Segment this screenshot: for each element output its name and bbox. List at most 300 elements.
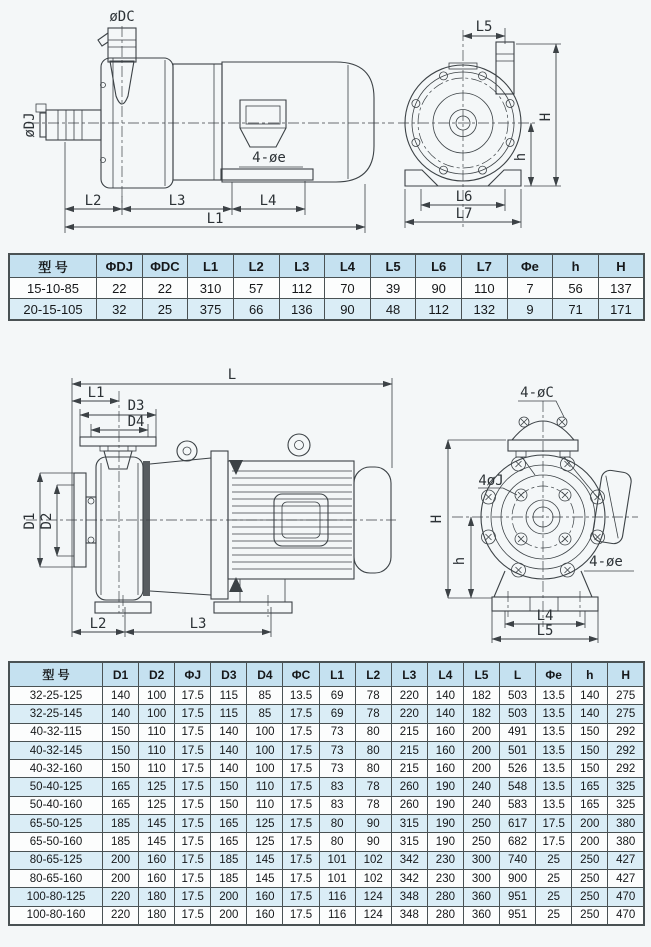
dim-label-l5: L5 — [536, 623, 554, 639]
value-cell: 185 — [103, 815, 139, 833]
column-header: L1 — [319, 662, 355, 687]
model-cell: 80-65-125 — [9, 851, 103, 869]
value-cell: 80 — [355, 760, 391, 778]
lifting-eye-hole — [183, 447, 191, 455]
value-cell: 124 — [355, 906, 391, 925]
value-cell: 70 — [325, 278, 371, 299]
column-header: D3 — [211, 662, 247, 687]
value-cell: 503 — [500, 705, 536, 723]
column-header: L3 — [391, 662, 427, 687]
value-cell: 165 — [103, 796, 139, 814]
foot-hole-label: 4-øe — [252, 150, 286, 166]
value-cell: 260 — [391, 778, 427, 796]
value-cell: 230 — [427, 851, 463, 869]
dim-label-l7: L7 — [455, 206, 473, 222]
value-cell: 900 — [500, 869, 536, 887]
value-cell: 145 — [139, 815, 175, 833]
value-cell: 13.5 — [536, 778, 572, 796]
column-header: H — [608, 662, 644, 687]
value-cell: 140 — [572, 687, 608, 705]
value-cell: 190 — [427, 815, 463, 833]
value-cell: 90 — [416, 278, 462, 299]
value-cell: 80 — [355, 723, 391, 741]
value-cell: 22 — [142, 278, 188, 299]
value-cell: 101 — [319, 851, 355, 869]
lifting-eye — [177, 441, 197, 461]
value-cell: 380 — [608, 815, 644, 833]
value-cell: 22 — [97, 278, 143, 299]
value-cell: 190 — [427, 778, 463, 796]
motor-fins — [232, 471, 352, 569]
value-cell: 71 — [553, 299, 599, 321]
column-header: L5 — [463, 662, 499, 687]
value-cell: 220 — [103, 888, 139, 906]
value-cell: 145 — [247, 869, 283, 887]
value-cell: 215 — [391, 723, 427, 741]
value-cell: 526 — [500, 760, 536, 778]
dim-label-l3: L3 — [189, 616, 207, 632]
value-cell: 102 — [355, 869, 391, 887]
value-cell: 165 — [572, 796, 608, 814]
dim-label-H: H — [538, 112, 554, 122]
side-stub-group — [592, 469, 633, 545]
large-pump-dimension-drawing — [0, 345, 651, 660]
value-cell: 25 — [142, 299, 188, 321]
dim-label-h: h — [452, 556, 468, 566]
value-cell: 250 — [572, 869, 608, 887]
value-cell: 150 — [572, 723, 608, 741]
value-cell: 25 — [536, 851, 572, 869]
value-cell: 17.5 — [175, 778, 211, 796]
value-cell: 160 — [139, 869, 175, 887]
model-cell: 80-65-160 — [9, 869, 103, 887]
value-cell: 7 — [507, 278, 553, 299]
column-header: L2 — [355, 662, 391, 687]
header-row — [9, 254, 644, 278]
dim-label-l2: L2 — [89, 616, 107, 632]
value-cell: 740 — [500, 851, 536, 869]
value-cell: 140 — [211, 741, 247, 759]
pipe-spout — [98, 33, 108, 46]
value-cell: 110 — [139, 723, 175, 741]
value-cell: 200 — [211, 888, 247, 906]
terminal-box — [240, 100, 286, 147]
table-row — [9, 851, 644, 869]
model-cell: 100-80-160 — [9, 906, 103, 925]
large-pump-front-view — [429, 385, 638, 643]
dim-label-d2: D2 — [39, 512, 55, 530]
column-header: ΦDC — [142, 254, 188, 278]
value-cell: 150 — [211, 778, 247, 796]
column-header: D4 — [247, 662, 283, 687]
value-cell: 145 — [247, 851, 283, 869]
motor-foot — [214, 602, 292, 613]
value-cell: 73 — [319, 760, 355, 778]
value-cell: 48 — [370, 299, 416, 321]
value-cell: 100 — [139, 705, 175, 723]
value-cell: 501 — [500, 741, 536, 759]
flange-hole-label: 4-øC — [520, 385, 554, 401]
value-cell: 100 — [139, 687, 175, 705]
flange-tab — [516, 451, 526, 457]
column-header: Φe — [507, 254, 553, 278]
H-extensions — [448, 440, 506, 598]
value-cell: 101 — [319, 869, 355, 887]
value-cell: 165 — [211, 833, 247, 851]
gusset-top — [229, 460, 243, 475]
value-cell: 200 — [572, 833, 608, 851]
table-row — [9, 778, 644, 796]
value-cell: 17.5 — [175, 851, 211, 869]
value-cell: 342 — [391, 851, 427, 869]
value-cell: 160 — [247, 906, 283, 925]
value-cell: 250 — [572, 851, 608, 869]
table-row — [9, 723, 644, 741]
value-cell: 13.5 — [536, 705, 572, 723]
value-cell: 342 — [391, 869, 427, 887]
large-pump-dimensions-table — [8, 661, 645, 926]
column-header: ΦC — [283, 662, 319, 687]
coupling-housing — [173, 64, 222, 180]
value-cell: 470 — [608, 906, 644, 925]
value-cell: 250 — [463, 833, 499, 851]
foot-center-ticks — [123, 595, 268, 617]
column-header: L3 — [279, 254, 325, 278]
dim-label-d4: D4 — [127, 414, 145, 430]
value-cell: 17.5 — [175, 705, 211, 723]
casing-bolt-label: 4øJ — [478, 473, 504, 489]
table-row — [9, 705, 644, 723]
column-header: D1 — [103, 662, 139, 687]
suction-nub — [36, 104, 46, 112]
value-cell: 80 — [355, 741, 391, 759]
value-cell: 78 — [355, 705, 391, 723]
value-cell: 17.5 — [283, 869, 319, 887]
column-header: h — [572, 662, 608, 687]
value-cell: 280 — [427, 906, 463, 925]
model-cell: 20-15-105 — [9, 299, 97, 321]
value-cell: 180 — [139, 888, 175, 906]
value-cell: 78 — [355, 778, 391, 796]
value-cell: 90 — [355, 833, 391, 851]
suction-end-cap — [40, 113, 46, 137]
value-cell: 17.5 — [175, 869, 211, 887]
value-cell: 17.5 — [175, 833, 211, 851]
L-extensions — [72, 378, 392, 637]
foot-supports — [240, 579, 285, 602]
value-cell: 951 — [500, 888, 536, 906]
dim-label-l1: L1 — [87, 385, 105, 401]
value-cell: 136 — [279, 299, 325, 321]
value-cell: 150 — [211, 796, 247, 814]
value-cell: 17.5 — [283, 906, 319, 925]
value-cell: 125 — [247, 833, 283, 851]
value-cell: 260 — [391, 796, 427, 814]
model-cell: 100-80-125 — [9, 888, 103, 906]
dim-label-l3: L3 — [168, 193, 186, 209]
value-cell: 427 — [608, 869, 644, 887]
header-row — [9, 662, 644, 687]
value-cell: 150 — [572, 760, 608, 778]
value-cell: 57 — [233, 278, 279, 299]
value-cell: 160 — [247, 888, 283, 906]
value-cell: 115 — [211, 705, 247, 723]
value-cell: 140 — [103, 687, 139, 705]
value-cell: 17.5 — [175, 760, 211, 778]
value-cell: 124 — [355, 888, 391, 906]
value-cell: 617 — [500, 815, 536, 833]
value-cell: 80 — [319, 815, 355, 833]
value-cell: 140 — [572, 705, 608, 723]
value-cell: 160 — [427, 741, 463, 759]
flange-tab — [560, 451, 570, 457]
value-cell: 325 — [608, 778, 644, 796]
value-cell: 182 — [463, 687, 499, 705]
value-cell: 200 — [103, 869, 139, 887]
value-cell: 185 — [103, 833, 139, 851]
lifting-eye — [288, 434, 310, 456]
dim-label-l4: L4 — [259, 193, 277, 209]
value-cell: 100 — [247, 741, 283, 759]
value-cell: 90 — [325, 299, 371, 321]
side-stub-line — [596, 476, 627, 539]
value-cell: 682 — [500, 833, 536, 851]
table-row — [9, 906, 644, 925]
value-cell: 17.5 — [283, 833, 319, 851]
flange-bolt — [128, 446, 136, 451]
suction-diameter-label: øDJ — [22, 112, 38, 138]
discharge-flange — [80, 437, 156, 446]
value-cell: 503 — [500, 687, 536, 705]
column-header: ΦDJ — [97, 254, 143, 278]
column-header: D2 — [139, 662, 175, 687]
discharge-neck — [104, 451, 132, 469]
model-cell: 15-10-85 — [9, 278, 97, 299]
value-cell: 85 — [247, 687, 283, 705]
value-cell: 491 — [500, 723, 536, 741]
dim-label-d1: D1 — [22, 512, 38, 530]
value-cell: 110 — [247, 796, 283, 814]
value-cell: 200 — [572, 815, 608, 833]
lifting-eye-hole — [295, 441, 304, 450]
flange-bolt — [100, 446, 108, 451]
dim-label-l5: L5 — [475, 19, 493, 35]
value-cell: 150 — [103, 760, 139, 778]
value-cell: 25 — [536, 906, 572, 925]
value-cell: 85 — [247, 705, 283, 723]
model-cell: 40-32-115 — [9, 723, 103, 741]
dim-label-h: h — [513, 152, 529, 162]
casing-seams — [101, 463, 138, 595]
column-header: h — [553, 254, 599, 278]
value-cell: 292 — [608, 741, 644, 759]
column-header: L — [500, 662, 536, 687]
value-cell: 200 — [463, 760, 499, 778]
value-cell: 548 — [500, 778, 536, 796]
d2-extensions — [57, 485, 74, 556]
large-pump-table-section — [8, 661, 645, 926]
table-row — [9, 815, 644, 833]
value-cell: 17.5 — [283, 815, 319, 833]
flange-hole-leader — [518, 401, 564, 417]
small-pump-side-view — [22, 9, 394, 233]
value-cell: 315 — [391, 815, 427, 833]
value-cell: 292 — [608, 723, 644, 741]
dim-label-H: H — [429, 514, 445, 524]
value-cell: 240 — [463, 778, 499, 796]
value-cell: 112 — [279, 278, 325, 299]
value-cell: 17.5 — [536, 815, 572, 833]
value-cell: 56 — [553, 278, 599, 299]
value-cell: 348 — [391, 906, 427, 925]
value-cell: 160 — [427, 760, 463, 778]
value-cell: 17.5 — [283, 741, 319, 759]
value-cell: 116 — [319, 888, 355, 906]
column-header: L6 — [416, 254, 462, 278]
value-cell: 9 — [507, 299, 553, 321]
value-cell: 73 — [319, 723, 355, 741]
motor-base-rail — [221, 169, 313, 180]
model-column-header: 型 号 — [9, 662, 103, 687]
value-cell: 215 — [391, 760, 427, 778]
value-cell: 185 — [211, 851, 247, 869]
value-cell: 17.5 — [175, 796, 211, 814]
value-cell: 83 — [319, 778, 355, 796]
value-cell: 360 — [463, 888, 499, 906]
table-row — [9, 687, 644, 705]
value-cell: 140 — [427, 687, 463, 705]
value-cell: 250 — [572, 888, 608, 906]
value-cell: 116 — [319, 906, 355, 925]
value-cell: 275 — [608, 687, 644, 705]
suction-pipe — [46, 110, 101, 140]
model-cell: 65-50-125 — [9, 815, 103, 833]
value-cell: 17.5 — [283, 760, 319, 778]
value-cell: 90 — [355, 815, 391, 833]
value-cell: 150 — [572, 741, 608, 759]
model-cell: 32-25-125 — [9, 687, 103, 705]
value-cell: 132 — [462, 299, 508, 321]
small-pump-table-section — [8, 253, 645, 321]
value-cell: 180 — [139, 906, 175, 925]
column-header: H — [598, 254, 644, 278]
value-cell: 80 — [319, 833, 355, 851]
table-row — [9, 796, 644, 814]
bracket-lines — [150, 458, 211, 595]
table-row — [9, 833, 644, 851]
value-cell: 17.5 — [283, 723, 319, 741]
value-cell: 150 — [103, 723, 139, 741]
value-cell: 17.5 — [536, 833, 572, 851]
value-cell: 220 — [103, 906, 139, 925]
value-cell: 200 — [463, 741, 499, 759]
value-cell: 427 — [608, 851, 644, 869]
value-cell: 78 — [355, 796, 391, 814]
small-pump-dimensions-table — [8, 253, 645, 321]
value-cell: 165 — [211, 815, 247, 833]
value-cell: 250 — [463, 815, 499, 833]
value-cell: 200 — [211, 906, 247, 925]
value-cell: 17.5 — [175, 815, 211, 833]
table-row — [9, 888, 644, 906]
casing-backplate — [143, 461, 150, 596]
dim-label-d3: D3 — [127, 398, 145, 414]
value-cell: 220 — [391, 687, 427, 705]
value-cell: 470 — [608, 888, 644, 906]
value-cell: 69 — [319, 687, 355, 705]
table-row — [9, 299, 644, 321]
dim-label-l6: L6 — [455, 189, 473, 205]
stub-bands — [496, 54, 514, 61]
value-cell: 230 — [427, 869, 463, 887]
suction-bolt — [88, 537, 94, 543]
value-cell: 275 — [608, 705, 644, 723]
value-cell: 125 — [247, 815, 283, 833]
value-cell: 25 — [536, 869, 572, 887]
value-cell: 160 — [427, 723, 463, 741]
value-cell: 300 — [463, 869, 499, 887]
dim-label-l2: L2 — [84, 193, 102, 209]
value-cell: 380 — [608, 833, 644, 851]
value-cell: 100 — [247, 760, 283, 778]
value-cell: 150 — [103, 741, 139, 759]
value-cell: 83 — [319, 796, 355, 814]
value-cell: 250 — [572, 906, 608, 925]
column-header: L1 — [188, 254, 234, 278]
value-cell: 73 — [319, 741, 355, 759]
value-cell: 110 — [462, 278, 508, 299]
value-cell: 137 — [598, 278, 644, 299]
pump-casing — [96, 457, 143, 600]
value-cell: 348 — [391, 888, 427, 906]
value-cell: 17.5 — [175, 723, 211, 741]
model-cell: 40-32-145 — [9, 741, 103, 759]
value-cell: 17.5 — [283, 705, 319, 723]
foot-hole-label: 4-øe — [589, 554, 623, 570]
value-cell: 17.5 — [283, 888, 319, 906]
value-cell: 66 — [233, 299, 279, 321]
suction-rings — [58, 110, 82, 140]
value-cell: 17.5 — [283, 796, 319, 814]
value-cell: 240 — [463, 796, 499, 814]
model-cell: 65-50-160 — [9, 833, 103, 851]
value-cell: 171 — [598, 299, 644, 321]
table-row — [9, 760, 644, 778]
value-cell: 140 — [211, 723, 247, 741]
column-header: L7 — [462, 254, 508, 278]
value-cell: 325 — [608, 796, 644, 814]
value-cell: 140 — [211, 760, 247, 778]
value-cell: 13.5 — [536, 687, 572, 705]
value-cell: 310 — [188, 278, 234, 299]
value-cell: 17.5 — [283, 851, 319, 869]
value-cell: 125 — [139, 778, 175, 796]
value-cell: 160 — [139, 851, 175, 869]
discharge-diameter-label: øDC — [109, 9, 135, 25]
value-cell: 102 — [355, 851, 391, 869]
value-cell: 140 — [103, 705, 139, 723]
table-row — [9, 741, 644, 759]
model-cell: 50-40-125 — [9, 778, 103, 796]
column-header: ΦJ — [175, 662, 211, 687]
value-cell: 13.5 — [536, 741, 572, 759]
value-cell: 78 — [355, 687, 391, 705]
value-cell: 110 — [139, 741, 175, 759]
value-cell: 17.5 — [175, 687, 211, 705]
value-cell: 182 — [463, 705, 499, 723]
value-cell: 13.5 — [283, 687, 319, 705]
column-header: Φe — [536, 662, 572, 687]
